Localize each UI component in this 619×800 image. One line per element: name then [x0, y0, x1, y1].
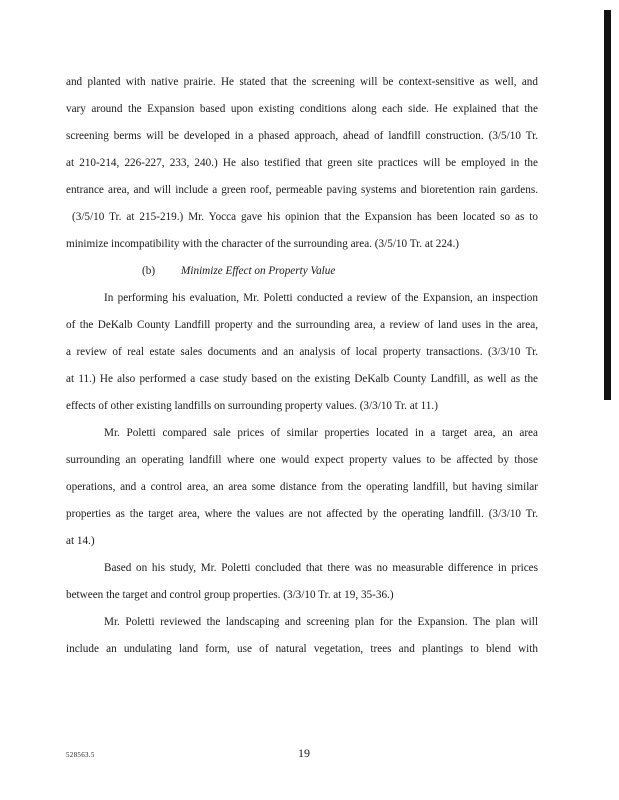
section-heading [142, 265, 335, 278]
paragraph-1-line-1: and planted with native prairie. He stated that the screening will be context-sensitive as well, and [66, 76, 538, 88]
paragraph-2-line-2: of the DeKalb County Landfill property and the surrounding area, a review of land uses in the area, [66, 319, 538, 331]
paragraph-5-line-1: Mr. Poletti reviewed the landscaping and screening plan for the Expansion. The plan will [104, 616, 538, 628]
paragraph-3-line-1: Mr. Poletti compared sale prices of similar properties located in a target area, an area [104, 427, 538, 439]
paragraph-5-line-2: include an undulating land form, use of natural vegetation, trees and plantings to blend with [66, 643, 538, 655]
paragraph-3-line-3: operations, and a control area, an area some distance from the operating landfill, but having similar [66, 481, 538, 493]
paragraph-2-line-1: In performing his evaluation, Mr. Poletti conducted a review of the Expansion, an inspection [104, 292, 538, 304]
paragraph-3-line-5: at 14.) [66, 535, 95, 547]
paragraph-4-line-1: Based on his study, Mr. Poletti concluded that there was no measurable difference in prices [104, 562, 538, 574]
section-heading-title: Minimize Effect on Property Value [181, 265, 336, 277]
paragraph-1-line-2: vary around the Expansion based upon existing conditions along each side. He explained that the [66, 103, 538, 115]
section-heading-label: (b) [142, 265, 156, 277]
paragraph-2-line-4: at 11.) He also performed a case study based on the existing DeKalb County Landfill, as well as the [66, 373, 538, 385]
paragraph-2-line-5: effects of other existing landfills on surrounding property values. (3/3/10 Tr. at 11.) [66, 400, 438, 412]
paragraph-2-line-3: a review of real estate sales documents and an analysis of local property transactions. (3/3/10 Tr. [66, 346, 538, 358]
paragraph-1-line-6: (3/5/10 Tr. at 215-219.) Mr. Yocca gave his opinion that the Expansion has been located so as to [72, 211, 538, 223]
paragraph-3-line-4: properties as the target area, where the values are not affected by the operating landfill. (3/3/10 Tr. [66, 508, 538, 520]
paragraph-1-line-5: entrance area, and will include a green roof, permeable paving systems and bioretention rain gardens. [66, 184, 538, 196]
paragraph-1-line-7: minimize incompatibility with the character of the surrounding area. (3/5/10 Tr. at 224.) [66, 238, 460, 250]
footer-document-code: 528563.5 [66, 751, 95, 759]
paragraph-4-line-2: between the target and control group properties. (3/3/10 Tr. at 19, 35-36.) [66, 589, 394, 601]
paragraph-1-line-3: screening berms will be developed in a phased approach, ahead of landfill construction. (3/5/10 Tr. [66, 130, 538, 142]
margin-bar [604, 10, 611, 400]
paragraph-1-line-4: at 210-214, 226-227, 233, 240.) He also testified that green site practices will be employed in the [66, 157, 538, 169]
page-number: 19 [298, 746, 310, 760]
paragraph-3-line-2: surrounding an operating landfill where one would expect property values to be affected by those [66, 454, 538, 466]
